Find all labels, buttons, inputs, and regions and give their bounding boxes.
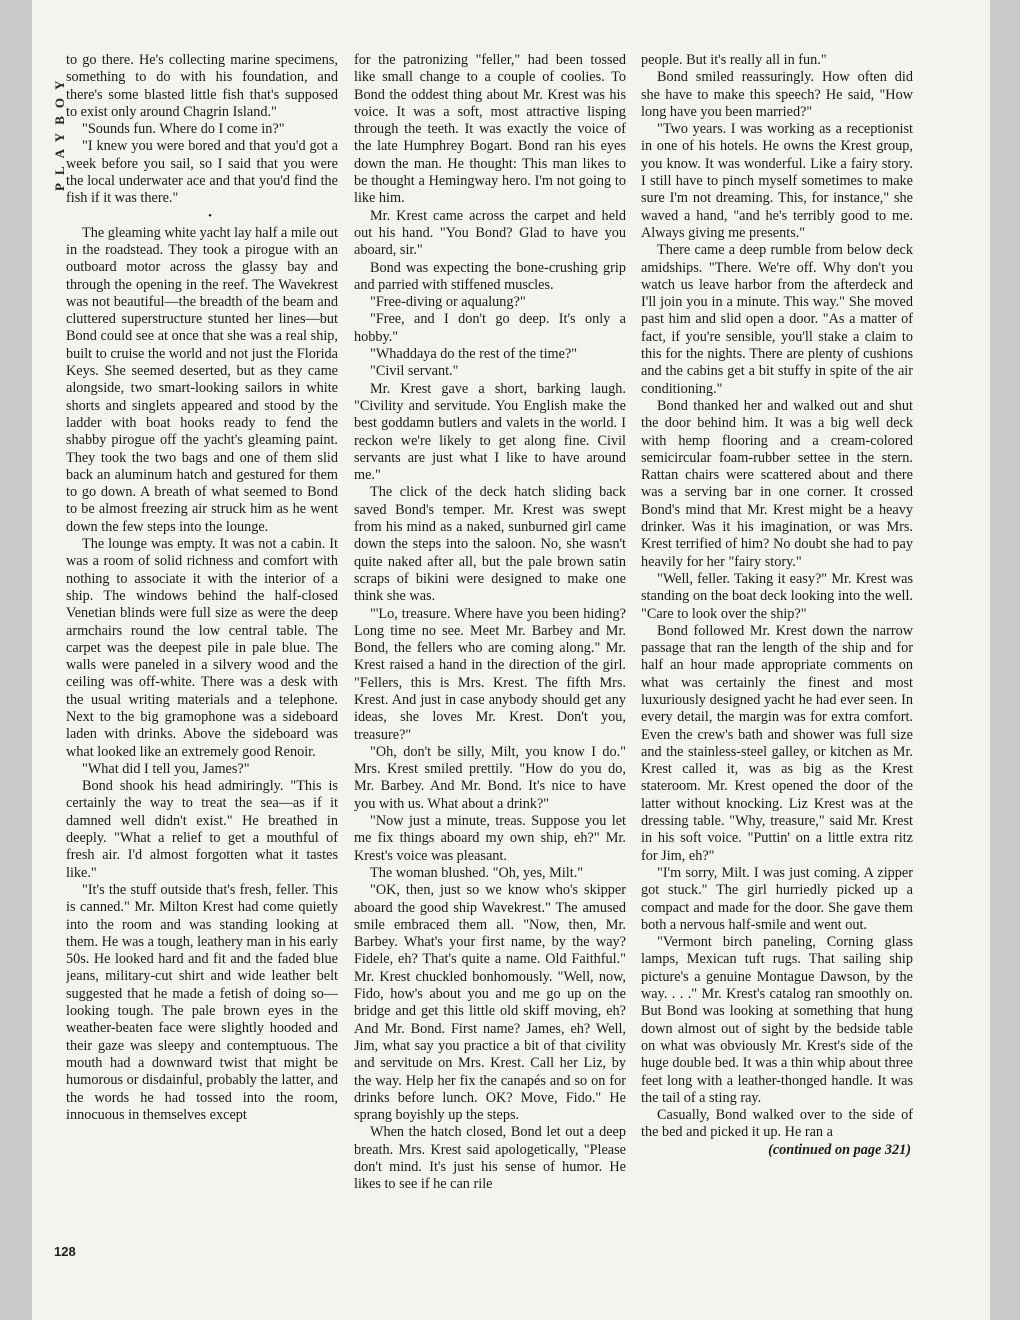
paragraph: Casually, Bond walked over to the side of the bed and picked it up. He ran a bbox=[641, 1107, 913, 1141]
paragraph: "It's the stuff outside that's fresh, feller. This is canned." Mr. Milton Krest had come quietly into the room and was standing looking at them. He was a tough, leathery man in his early 50s. He looked hard and fit and the faded blue jeans, military-cut shirt and wide leather belt suggested that he made a fetish of doing so—looking tough. The pale brown eyes in the weather-beaten face were slightly hooded and their gaze was sleepy and contemptuous. The mouth had a downward twist that might be humorous or disdainful, probably the latter, and the words he had tossed into the room, innocuous in themselves except bbox=[66, 881, 338, 1123]
paragraph: "Sounds fun. Where do I come in?" bbox=[82, 121, 285, 138]
paragraph: to go there. He's collecting marine specimens, something to do with his foundation, and there's some blasted little fish that's supposed to exist only around Chagrin Island." bbox=[66, 52, 338, 120]
paragraph: "Oh, don't be silly, Milt, you know I do." Mrs. Krest smiled prettily. "How do you do, Mr. Barbey. And Mr. Bond. It's nice to have you with us. What about a drink?" bbox=[354, 743, 626, 812]
paragraph: The gleaming white yacht lay half a mile out in the roadstead. They took a pirogue with an outboard motor across the glassy bay and through the opening in the reef. The Wavekrest was not beautiful—the breadth of the beam and cluttered superstructure stunted her lines—but Bond could see at once that she was a real ship, built to cruise the world and not just the Florida Keys. She seemed deserted, but as they came alongside, two smart-looking sailors in white shorts and singlets appeared and stood by the ladder with boat hooks ready to fend the shabby pirogue off the yacht's gleaming paint. They took the two bags and one of them slid back an aluminum hatch and gestured for them to go down. A breath of what seemed to Bond to be almost freezing air struck him as he went down the few steps into the lounge. bbox=[66, 224, 338, 535]
paragraph: Bond was expecting the bone-crushing grip and parried with stiffened muscles. bbox=[354, 259, 626, 293]
paragraph: "What did I tell you, James?" bbox=[82, 760, 250, 777]
paragraph: for the patronizing "feller," had been tossed like small change to a couple of coolies. To Bond the oddest thing about Mr. Krest was his voice. It was a soft, most attractive lisping through the teeth. It was exactly the voice of the late Humphrey Bogart. Bond ran his eyes down the man. He thought: This man likes to be thought a Hemingway hero. I'm not going to like him. bbox=[354, 52, 626, 207]
continued-note: (continued on page 321) bbox=[768, 1141, 911, 1158]
paragraph: The click of the deck hatch sliding back saved Bond's temper. Mr. Krest was swept from his mind as a naked, sunburned girl came down the steps into the saloon. No, she wasn't quite naked after all, but the pale brown satin scraps of bikini were designed to make one think she was. bbox=[354, 484, 626, 605]
paragraph: The lounge was empty. It was not a cabin. It was a room of solid richness and comfort with nothing to associate it with the interior of a ship. The windows behind the half-closed Venetian blinds were full size as were the deep armchairs round the low central table. The carpet was the deepest pile in pale blue. The walls were paneled in a silvery wood and the ceiling was off-white. There was a desk with the usual writing materials and a telephone. Next to the big gramophone was a sideboard laden with drinks. Above the sideboard was what looked like an extremely good Renoir. bbox=[66, 536, 338, 760]
paragraph: There came a deep rumble from below deck amidships. "There. We're off. Why don't you watch us leave harbor from the afterdeck and I'll join you in a minute. This way." She moved past him and slid open a door. "As a matter of fact, if you're sensible, you'll stake a claim to this for the nights. There are plenty of cushions and the cabins get a bit stuffy in spite of the air conditioning." bbox=[641, 242, 913, 397]
paragraph: "Two years. I was working as a receptionist in one of his hotels. He owns the Krest group, you know. It was wonderful. Like a fairy story. I still have to pinch myself sometimes to make sure I'm not dreaming. This, for instance," she waved a hand, "and he's terribly good to me. Always giving me presents." bbox=[641, 121, 913, 241]
paragraph: "Free, and I don't go deep. It's only a hobby." bbox=[354, 311, 626, 345]
paragraph: Bond followed Mr. Krest down the narrow passage that ran the length of the ship and for half an hour made appropriate comments on what was certainly the finest and most luxuriously designed yacht he had ever seen. In every detail, the margin was for extra comfort. Even the crew's bath and shower was full size and the stainless-steel galley, or kitchen as Mr. Krest called it, was as big as the Krest stateroom. Mr. Krest opened the door of the latter without knocking. Liz Krest was at the dressing table. "Why, treasure," said Mr. Krest in his soft voice. "Puttin' on a little extra ritz for Jim, eh?" bbox=[641, 622, 913, 864]
text-column-1 bbox=[66, 52, 338, 1262]
paragraph: "Civil servant." bbox=[370, 363, 459, 380]
paragraph: "Whaddaya do the rest of the time?" bbox=[370, 346, 578, 363]
paragraph: "I knew you were bored and that you'd got a week before you sail, so I said that you were the local underwater ace and that you'd find the fish if it was there." bbox=[66, 138, 338, 207]
paragraph: "'Lo, treasure. Where have you been hiding? Long time no see. Meet Mr. Barbey and Mr. Bond, the fellers who are coming along." Mr. Krest raised a hand in the direction of the girl. "Fellers, this is Mrs. Krest. The fifth Mrs. Krest. And just in case anybody should get any ideas, she loves Mr. Krest. Don't you, treasure?" bbox=[354, 605, 626, 743]
section-break-bullet: • bbox=[208, 209, 212, 222]
paragraph: The woman blushed. "Oh, yes, Milt." bbox=[370, 864, 584, 881]
paragraph: "Well, feller. Taking it easy?" Mr. Krest was standing on the boat deck looking into the well. "Care to look over the ship?" bbox=[641, 570, 913, 622]
paragraph: "Now just a minute, treas. Suppose you let me fix things aboard my own ship, eh?" Mr. Krest's voice was pleasant. bbox=[354, 813, 626, 864]
paragraph: "I'm sorry, Milt. I was just coming. A zipper got stuck." The girl hurriedly picked up a compact and made for the door. She gave them both a nervous half-smile and went out. bbox=[641, 864, 913, 933]
paragraph: "OK, then, just so we know who's skipper aboard the good ship Wavekrest." The amused smile embraced them all. "Now, then, Mr. Barbey. What's your first name, by the way? Fidele, eh? That's quite a name. Old Faithful." Mr. Krest chuckled bonhomously. "Well, now, Fido, how's about you and me go up on the bridge and get this little old skiff moving, eh? And Mr. Bond. First name? James, eh? Well, Jim, what say you practice a bit of that civility and servitude on Mrs. Krest. Call her Liz, by the way. Help her fix the canapés and so on for drinks before lunch. OK? Move, Fido." He sprang boyishly up the steps. bbox=[354, 882, 626, 1124]
paragraph: "Vermont birch paneling, Corning glass lamps, Mexican tuft rugs. That sailing ship picture's a genuine Montague Dawson, by the way. . . ." Mr. Krest's catalog ran smoothly on. But Bond was looking at something that hung down almost out of sight by the bedside table on what was obviously Mr. Krest's side of the huge double bed. It was a thin whip about three feet long with a leather-thonged handle. It was the tail of a sting ray. bbox=[641, 934, 913, 1106]
masthead: PLAYBOY bbox=[52, 72, 67, 192]
text-column-2 bbox=[354, 52, 626, 1262]
paragraph: Mr. Krest gave a short, barking laugh. "Civility and servitude. You English make the best goddamn butlers and valets in the world. I reckon we're likely to get along fine. Civil servants are just what I like to have around me." bbox=[354, 380, 626, 484]
text-column-3 bbox=[641, 52, 913, 1262]
paragraph: Bond smiled reassuringly. How often did she have to make this speech? He said, "How long have you been married?" bbox=[641, 69, 913, 120]
page-number: 128 bbox=[54, 1244, 76, 1259]
paragraph: people. But it's really all in fun." bbox=[641, 52, 827, 68]
paragraph: Mr. Krest came across the carpet and held out his hand. "You Bond? Glad to have you aboard, sir." bbox=[354, 207, 626, 259]
paragraph: When the hatch closed, Bond let out a deep breath. Mrs. Krest said apologetically, "Please don't mind. It's just his sense of humor. He likes to see if he can rile bbox=[354, 1124, 626, 1193]
paragraph: Bond thanked her and walked out and shut the door behind him. It was a big well deck with hemp flooring and a cream-colored semicircular foam-rubber settee in the stern. Rattan chairs were scattered about and there was a serving bar in one corner. It crossed Bond's mind that Mr. Krest might be a heavy drinker. Was it his imagination, or was Mrs. Krest terrified of him? No doubt she had to pay heavily for her "fairy story." bbox=[641, 397, 913, 570]
paragraph: Bond shook his head admiringly. "This is certainly the way to treat the sea—as if it damned well didn't exist." He breathed in deeply. "What a relief to get a mouthful of fresh air. I'd almost forgotten what it tastes like." bbox=[66, 778, 338, 881]
paragraph: "Free-diving or aqualung?" bbox=[370, 294, 526, 311]
